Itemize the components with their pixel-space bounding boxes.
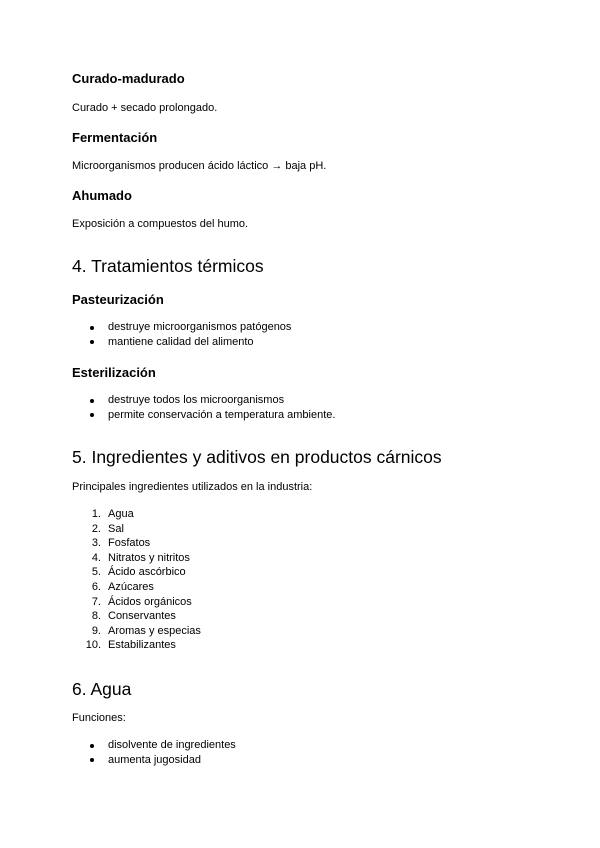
list-item: disolvente de ingredientes	[72, 738, 236, 753]
heading-ahumado: Ahumado	[72, 188, 132, 203]
bullet-icon	[90, 326, 94, 330]
heading-ingredientes-aditivos: 5. Ingredientes y aditivos en productos cárnicos	[72, 447, 442, 467]
heading-agua: 6. Agua	[72, 679, 132, 699]
bullet-icon	[90, 399, 94, 403]
paragraph-curado-madurado: Curado + secado prolongado.	[72, 102, 218, 114]
list-item: 10. Estabilizantes	[85, 639, 176, 652]
list-item: 6. Azúcares	[91, 580, 154, 593]
list-item: 8. Conservantes	[91, 610, 176, 623]
bullet-icon	[90, 340, 94, 344]
list-item: 4. Nitratos y nitritos	[91, 551, 190, 564]
list-item: aumenta jugosidad	[72, 753, 236, 768]
list-ingredientes	[72, 507, 201, 653]
bullet-icon	[90, 413, 94, 417]
list-item: 1. Agua	[91, 508, 134, 520]
paragraph-ingredientes-intro: Principales ingredientes utilizados en la industria:	[72, 481, 313, 493]
list-item: destruye microorganismos patógenos	[72, 320, 291, 335]
heading-esterilizacion: Esterilización	[72, 365, 156, 380]
heading-pasteurizacion: Pasteurización	[72, 292, 164, 307]
list-item: 7. Ácidos orgánicos	[91, 595, 192, 608]
bullet-icon	[90, 744, 94, 748]
list-item: destruye todos los microorganismos	[72, 393, 335, 408]
list-item: 3. Fosfatos	[91, 537, 151, 550]
list-item: 9. Aromas y especias	[91, 624, 201, 637]
list-pasteurizacion	[72, 320, 291, 349]
list-item: 2. Sal	[91, 522, 124, 535]
heading-curado-madurado: Curado-madurado	[72, 71, 185, 86]
list-item: mantiene calidad del alimento	[72, 335, 291, 350]
bullet-icon	[90, 758, 94, 762]
paragraph-ahumado: Exposición a compuestos del humo.	[72, 218, 249, 230]
list-item: 5. Ácido ascórbico	[91, 566, 186, 579]
list-esterilizacion	[72, 393, 335, 422]
paragraph-fermentacion: Microorganismos producen ácido láctico → baja pH.	[72, 160, 327, 172]
heading-fermentacion: Fermentación	[72, 130, 158, 145]
list-item: permite conservación a temperatura ambiente.	[72, 408, 335, 423]
paragraph-agua-intro: Funciones:	[72, 712, 126, 724]
list-agua	[72, 738, 236, 767]
heading-tratamientos-termicos: 4. Tratamientos térmicos	[72, 256, 264, 276]
